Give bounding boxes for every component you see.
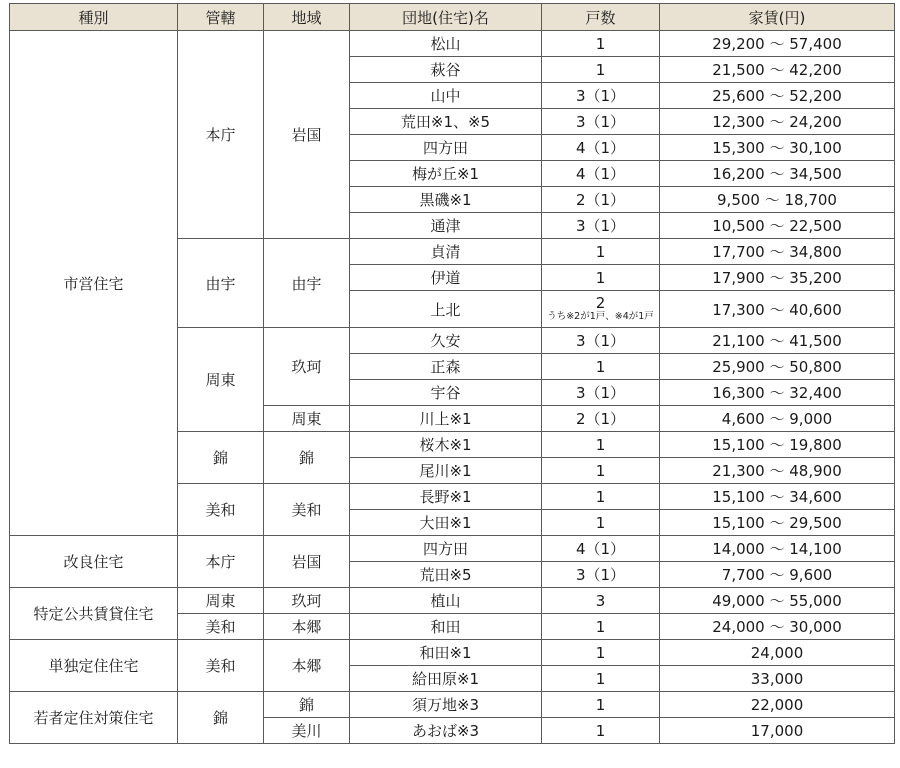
complex-name-cell: 貞清	[350, 239, 542, 265]
area-cell: 美和	[264, 484, 350, 536]
units-cell: 1	[542, 614, 660, 640]
units-cell: 1	[542, 239, 660, 265]
rent-cell: 25,900 ～ 50,800	[660, 354, 895, 380]
units-cell: 4（1）	[542, 135, 660, 161]
complex-name-cell: 久安	[350, 328, 542, 354]
rent-cell: 24,000	[660, 640, 895, 666]
rent-cell: 17,300 ～ 40,600	[660, 291, 895, 328]
rent-cell: 16,300 ～ 32,400	[660, 380, 895, 406]
units-cell: 3	[542, 588, 660, 614]
table-row	[10, 588, 895, 614]
complex-name-cell: 梅が丘※1	[350, 161, 542, 187]
complex-name-cell: 松山	[350, 31, 542, 57]
rent-cell: 21,300 ～ 48,900	[660, 458, 895, 484]
table-row	[10, 31, 895, 57]
units-cell: 3（1）	[542, 562, 660, 588]
rent-cell: 17,900 ～ 35,200	[660, 265, 895, 291]
rent-cell: 21,100 ～ 41,500	[660, 328, 895, 354]
rent-cell: 15,100 ～ 19,800	[660, 432, 895, 458]
rent-cell: 29,200 ～ 57,400	[660, 31, 895, 57]
complex-name-cell: 山中	[350, 83, 542, 109]
complex-name-cell: 長野※1	[350, 484, 542, 510]
units-cell: 3（1）	[542, 109, 660, 135]
rent-cell: 33,000	[660, 666, 895, 692]
table-row	[10, 692, 895, 718]
header-type: 種別	[10, 4, 178, 31]
office-cell: 美和	[178, 614, 264, 640]
units-cell: 1	[542, 31, 660, 57]
complex-name-cell: 四方田	[350, 135, 542, 161]
area-cell: 美川	[264, 718, 350, 744]
rent-cell: 16,200 ～ 34,500	[660, 161, 895, 187]
rent-cell: 14,000 ～ 14,100	[660, 536, 895, 562]
units-cell: 3（1）	[542, 83, 660, 109]
area-cell: 錦	[264, 432, 350, 484]
rent-cell: 21,500 ～ 42,200	[660, 57, 895, 83]
area-cell: 玖珂	[264, 588, 350, 614]
units-value: 2	[595, 294, 606, 312]
area-cell: 錦	[264, 692, 350, 718]
units-cell: 1	[542, 354, 660, 380]
complex-name-cell: 通津	[350, 213, 542, 239]
complex-name-cell: 植山	[350, 588, 542, 614]
area-cell: 玖珂	[264, 328, 350, 406]
rent-cell: 17,000	[660, 718, 895, 744]
complex-name-cell: 宇谷	[350, 380, 542, 406]
units-cell: 1	[542, 432, 660, 458]
type-cell: 市営住宅	[10, 31, 178, 536]
units-cell	[542, 291, 660, 328]
complex-name-cell: 四方田	[350, 536, 542, 562]
units-cell: 1	[542, 458, 660, 484]
complex-name-cell: 大田※1	[350, 510, 542, 536]
area-cell: 周東	[264, 406, 350, 432]
units-cell: 2（1）	[542, 187, 660, 213]
complex-name-cell: 黒磯※1	[350, 187, 542, 213]
units-cell: 2（1）	[542, 406, 660, 432]
units-cell: 3（1）	[542, 380, 660, 406]
housing-table-container	[9, 3, 895, 744]
units-cell: 4（1）	[542, 536, 660, 562]
rent-cell: 15,100 ～ 34,600	[660, 484, 895, 510]
rent-cell: 25,600 ～ 52,200	[660, 83, 895, 109]
header-office: 管轄	[178, 4, 264, 31]
units-cell: 1	[542, 57, 660, 83]
office-cell: 錦	[178, 692, 264, 744]
units-cell: 1	[542, 265, 660, 291]
units-cell: 3（1）	[542, 328, 660, 354]
units-cell: 1	[542, 718, 660, 744]
type-cell: 若者定住対策住宅	[10, 692, 178, 744]
office-cell: 錦	[178, 432, 264, 484]
office-cell: 美和	[178, 484, 264, 536]
rent-cell: 49,000 ～ 55,000	[660, 588, 895, 614]
complex-name-cell: 和田※1	[350, 640, 542, 666]
complex-name-cell: 和田	[350, 614, 542, 640]
header-rent: 家賃(円)	[660, 4, 895, 31]
header-area: 地域	[264, 4, 350, 31]
complex-name-cell: あおば※3	[350, 718, 542, 744]
rent-cell: 22,000	[660, 692, 895, 718]
housing-table	[9, 3, 895, 744]
table-header-row	[10, 4, 895, 31]
area-cell: 本郷	[264, 640, 350, 692]
rent-cell: 7,700 ～ 9,600	[660, 562, 895, 588]
type-cell: 改良住宅	[10, 536, 178, 588]
complex-name-cell: 荒田※5	[350, 562, 542, 588]
rent-cell: 15,300 ～ 30,100	[660, 135, 895, 161]
complex-name-cell: 伊道	[350, 265, 542, 291]
header-units: 戸数	[542, 4, 660, 31]
table-row	[10, 536, 895, 562]
rent-cell: 24,000 ～ 30,000	[660, 614, 895, 640]
units-cell: 3（1）	[542, 213, 660, 239]
office-cell: 周東	[178, 328, 264, 432]
office-cell: 周東	[178, 588, 264, 614]
complex-name-cell: 正森	[350, 354, 542, 380]
units-cell: 1	[542, 510, 660, 536]
area-cell: 由宇	[264, 239, 350, 328]
units-cell: 1	[542, 484, 660, 510]
complex-name-cell: 川上※1	[350, 406, 542, 432]
office-cell: 美和	[178, 640, 264, 692]
complex-name-cell: 桜木※1	[350, 432, 542, 458]
rent-cell: 9,500 ～ 18,700	[660, 187, 895, 213]
units-note: うち※2が1戸、※4が1戸	[547, 311, 654, 322]
area-cell: 岩国	[264, 536, 350, 588]
rent-cell: 12,300 ～ 24,200	[660, 109, 895, 135]
units-cell: 1	[542, 666, 660, 692]
header-complex-name: 団地(住宅)名	[350, 4, 542, 31]
area-cell: 岩国	[264, 31, 350, 239]
complex-name-cell: 荒田※1、※5	[350, 109, 542, 135]
rent-cell: 17,700 ～ 34,800	[660, 239, 895, 265]
rent-cell: 4,600 ～ 9,000	[660, 406, 895, 432]
complex-name-cell: 萩谷	[350, 57, 542, 83]
table-row	[10, 640, 895, 666]
complex-name-cell: 給田原※1	[350, 666, 542, 692]
type-cell: 単独定住住宅	[10, 640, 178, 692]
office-cell: 本庁	[178, 31, 264, 239]
complex-name-cell: 上北	[350, 291, 542, 328]
units-cell: 1	[542, 640, 660, 666]
office-cell: 由宇	[178, 239, 264, 328]
complex-name-cell: 尾川※1	[350, 458, 542, 484]
units-cell: 4（1）	[542, 161, 660, 187]
rent-cell: 15,100 ～ 29,500	[660, 510, 895, 536]
type-cell: 特定公共賃貸住宅	[10, 588, 178, 640]
rent-cell: 10,500 ～ 22,500	[660, 213, 895, 239]
units-cell: 1	[542, 692, 660, 718]
office-cell: 本庁	[178, 536, 264, 588]
area-cell: 本郷	[264, 614, 350, 640]
complex-name-cell: 須万地※3	[350, 692, 542, 718]
